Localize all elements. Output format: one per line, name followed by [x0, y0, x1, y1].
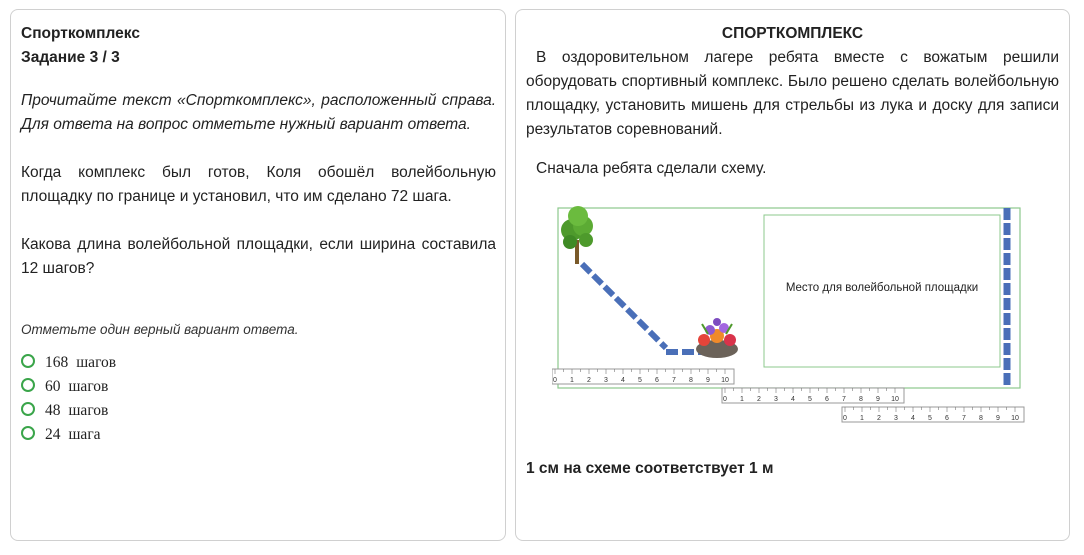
ruler-tick-label: 3	[774, 396, 778, 403]
ruler-tick-label: 8	[689, 377, 693, 384]
task-title: Спорткомплекс	[21, 25, 140, 42]
answer-options	[21, 351, 496, 447]
scheme-diagram	[552, 202, 1032, 434]
answer-hint: Отметьте один верный вариант ответа.	[21, 322, 299, 337]
ruler-tick-label: 0	[843, 415, 847, 422]
task-paragraph: Когда комплекс был готов, Коля обошёл волейбольную площадку по границе и установил, что им сделано 72 шага.	[21, 164, 496, 205]
ruler-tick-label: 4	[791, 396, 795, 403]
ruler-tick-label: 0	[723, 396, 727, 403]
answer-option-3[interactable]	[21, 399, 496, 423]
ruler-tick-label: 9	[706, 377, 710, 384]
court-label: Место для волейбольной площадки	[785, 282, 979, 294]
ruler-tick-label: 6	[655, 377, 659, 384]
ruler-tick-label: 8	[979, 415, 983, 422]
ruler-tick-label: 2	[877, 415, 881, 422]
task-number: Задание 3 / 3	[21, 49, 120, 66]
ruler-tick-label: 6	[825, 396, 829, 403]
scale-note: 1 см на схеме соответствует 1 м	[526, 460, 774, 477]
ruler-tick-label: 10	[721, 377, 729, 384]
ruler-tick-label: 9	[996, 415, 1000, 422]
ruler-tick-label: 4	[911, 415, 915, 422]
ruler-tick-label: 7	[672, 377, 676, 384]
ruler-tick-label: 2	[757, 396, 761, 403]
ruler-tick-label: 10	[1011, 415, 1019, 422]
task-instruction: Прочитайте текст «Спорткомплекс», расположенный справа. Для ответа на вопрос отметьте нужный вариант ответа.	[21, 92, 496, 133]
scheme-intro: Сначала ребята сделали схему.	[536, 160, 767, 177]
ruler-tick-label: 2	[587, 377, 591, 384]
tree-icon	[561, 206, 593, 264]
ruler-tick-label: 8	[859, 396, 863, 403]
text-heading: СПОРТКОМПЛЕКС	[721, 25, 864, 42]
text-body: В оздоровительном лагере ребята вместе с вожатым решили оборудовать спортивный комплекс. Было решено сделать волейбольную площадку, установить мишень для стрельбы из лука и доску для записи результатов соревнований.	[526, 49, 1059, 138]
radio-circle-icon[interactable]	[21, 354, 35, 368]
answer-option-label: 24 шага	[45, 426, 101, 443]
ruler-tick-label: 6	[945, 415, 949, 422]
text-panel	[515, 9, 1070, 541]
task-question: Какова длина волейбольной площадки, если ширина составила 12 шагов?	[21, 236, 496, 277]
ruler-1	[552, 369, 734, 384]
answer-option-label: 48 шагов	[45, 402, 109, 419]
answer-option-4[interactable]	[21, 423, 496, 447]
ruler-tick-label: 0	[553, 377, 557, 384]
radio-circle-icon[interactable]	[21, 426, 35, 440]
path-line	[582, 264, 702, 352]
flowerbed-icon	[696, 318, 738, 358]
ruler-3	[842, 407, 1024, 422]
ruler-tick-label: 1	[570, 377, 574, 384]
ruler-2	[722, 388, 904, 403]
ruler-tick-label: 3	[604, 377, 608, 384]
answer-option-label: 168 шагов	[45, 354, 117, 371]
ruler-tick-label: 5	[638, 377, 642, 384]
ruler-tick-label: 1	[860, 415, 864, 422]
ruler-tick-label: 10	[891, 396, 899, 403]
ruler-tick-label: 7	[842, 396, 846, 403]
ruler-tick-label: 5	[808, 396, 812, 403]
ruler-tick-label: 3	[894, 415, 898, 422]
ruler-tick-label: 7	[962, 415, 966, 422]
answer-option-1[interactable]	[21, 351, 496, 375]
radio-circle-icon[interactable]	[21, 378, 35, 392]
ruler-tick-label: 4	[621, 377, 625, 384]
task-panel	[10, 9, 506, 541]
answer-option-label: 60 шагов	[45, 378, 109, 395]
ruler-tick-label: 5	[928, 415, 932, 422]
answer-option-2[interactable]	[21, 375, 496, 399]
ruler-tick-label: 9	[876, 396, 880, 403]
ruler-tick-label: 1	[740, 396, 744, 403]
radio-circle-icon[interactable]	[21, 402, 35, 416]
